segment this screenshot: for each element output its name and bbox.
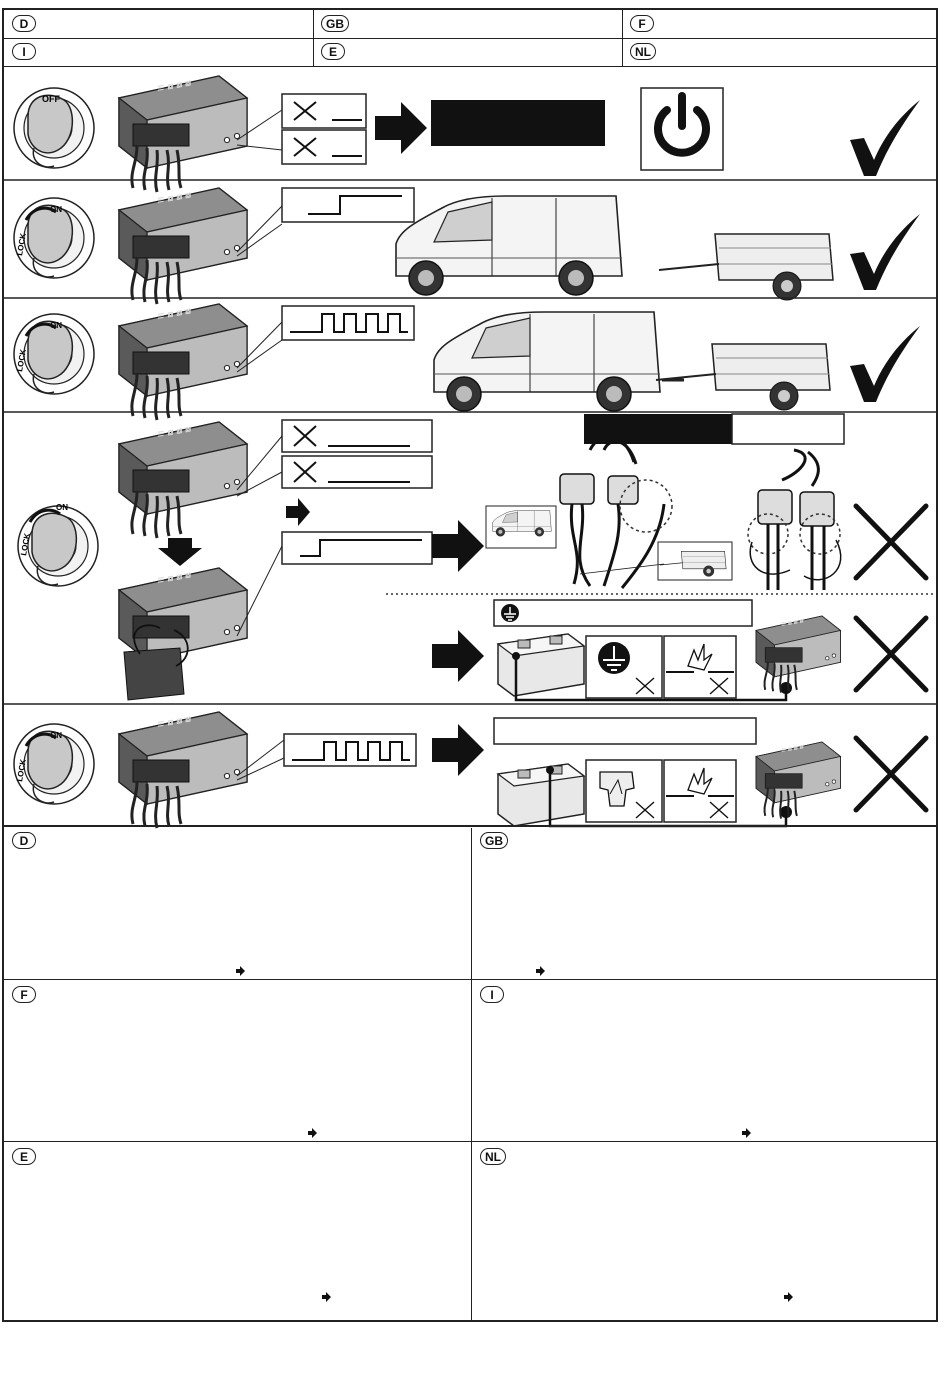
control-module-icon (119, 76, 247, 192)
ignition-on-label: ON (50, 321, 62, 330)
trailer-socket-plugs (560, 436, 672, 588)
ground-symbol-icon (501, 604, 519, 622)
control-module-icon (119, 422, 247, 538)
ignition-lock-label: LOCK (19, 532, 32, 557)
connector-plug-icon (124, 648, 184, 700)
ignition-switch-icon (18, 506, 98, 586)
text-section-gb (472, 828, 936, 980)
black-result-bar (431, 100, 605, 146)
language-code-badge: D (12, 15, 36, 32)
pulse-signal-box (282, 306, 414, 340)
text-section-i (472, 980, 936, 1142)
arrow-right-icon (432, 520, 484, 572)
control-module-icon (119, 712, 247, 828)
check-mark-icon (850, 214, 920, 290)
battery-icon (498, 764, 584, 826)
van-illustration (434, 312, 660, 411)
check-mark-icon (850, 100, 920, 176)
continue-arrow-icon (536, 966, 546, 976)
ignition-lock-label: LOCK (15, 348, 28, 373)
language-code-badge: F (12, 986, 36, 1003)
black-label-bar (584, 414, 732, 444)
ignition-lock-label: LOCK (15, 758, 28, 783)
panel-ignition-on-van (14, 188, 920, 304)
language-code-badge: NL (480, 1148, 506, 1165)
panel-fuse-check (14, 712, 926, 828)
language-code-badge: NL (630, 43, 656, 60)
language-code-badge: I (480, 986, 504, 1003)
control-module-icon (119, 304, 247, 420)
ground-label-box (494, 600, 752, 626)
arrow-right-icon (375, 102, 427, 154)
step-signal-box (282, 188, 414, 222)
arrow-down-icon (158, 538, 202, 566)
cross-mark-icon (856, 506, 926, 578)
language-code-badge: GB (480, 832, 508, 849)
ignition-on-label: ON (50, 205, 62, 214)
illustration-panels: ≡ ⧈ ⧈ ⧈ OFF ON LOCK ON LOCK ON LOCK ON LOCK (4, 10, 936, 1324)
trailer-illustration (659, 234, 833, 300)
language-code-badge: I (12, 43, 36, 60)
panel-ignition-off (14, 76, 920, 192)
continue-arrow-icon (784, 1292, 794, 1302)
ignition-off-label: OFF (42, 94, 60, 104)
panel-fault-check (18, 414, 934, 700)
text-section-e (4, 1142, 472, 1322)
step-signal-box (282, 532, 432, 564)
control-module-icon (119, 188, 247, 304)
ignition-lock-label: LOCK (15, 232, 28, 257)
cross-mark-icon (856, 738, 926, 810)
panel-ignition-on-van-trailer (14, 304, 920, 420)
language-code-badge: D (12, 832, 36, 849)
ground-symbol-icon (598, 642, 630, 674)
no-signal-box (282, 94, 366, 128)
pulse-signal-box (284, 734, 416, 766)
check-mark-icon (850, 326, 920, 402)
ignition-on-label: ON (50, 731, 62, 740)
language-code-badge: F (630, 15, 654, 32)
fuse-label-box (494, 718, 756, 744)
arrow-right-icon (432, 724, 484, 776)
trailer-illustration (656, 344, 830, 410)
continue-arrow-icon (742, 1128, 752, 1138)
text-section-f (4, 980, 472, 1142)
continue-arrow-icon (236, 966, 246, 976)
text-section-nl (472, 1142, 936, 1322)
van-illustration (396, 196, 622, 295)
cross-mark-icon (856, 618, 926, 690)
language-code-badge: E (321, 43, 345, 60)
language-code-badge: GB (321, 15, 349, 32)
continue-arrow-icon (308, 1128, 318, 1138)
ignition-on-label: ON (56, 503, 68, 512)
continue-arrow-icon (322, 1292, 332, 1302)
instruction-sheet (2, 8, 938, 1322)
text-section-d (4, 828, 472, 980)
control-module-unplugged-icon (119, 568, 247, 660)
control-module-icon (756, 616, 840, 693)
control-module-icon (756, 742, 840, 819)
disconnected-plugs (748, 450, 841, 590)
battery-icon (498, 634, 584, 696)
white-label-bar (732, 414, 844, 444)
arrow-right-icon (432, 630, 484, 682)
small-arrow-right-icon (286, 498, 310, 526)
language-code-badge: E (12, 1148, 36, 1165)
no-signal-box (282, 130, 366, 164)
